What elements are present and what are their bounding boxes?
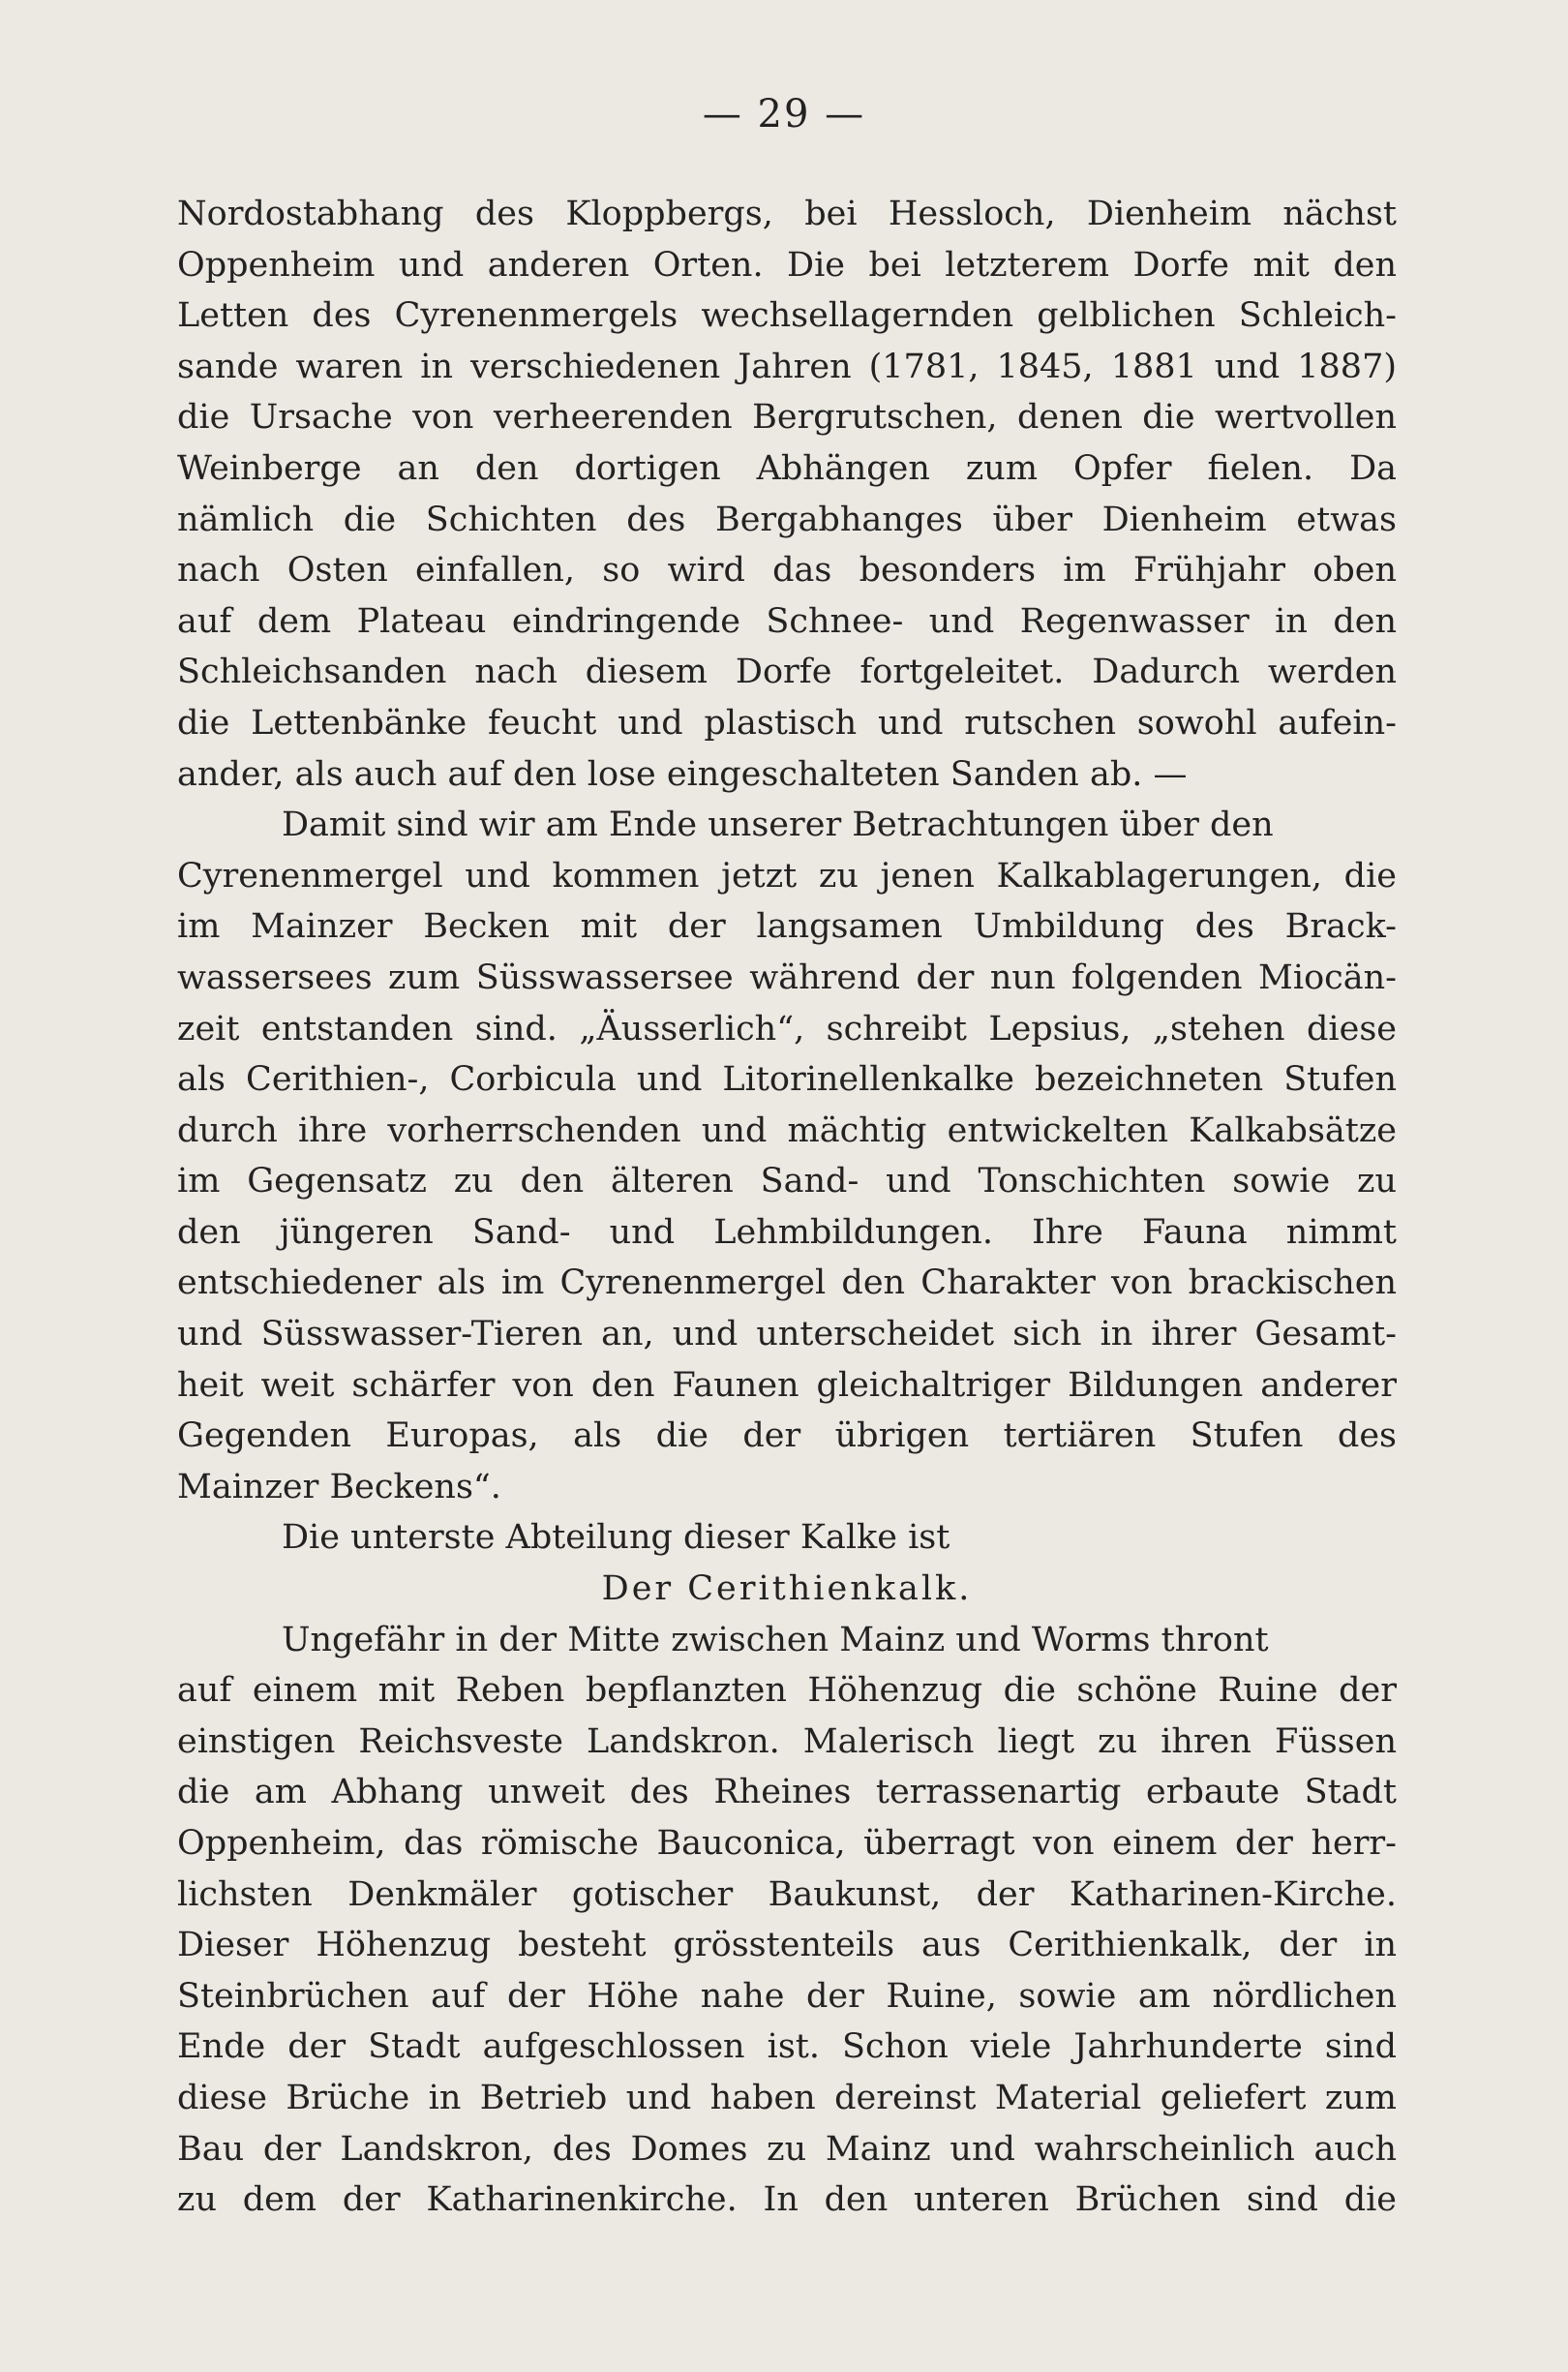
- text-line: Damit sind wir am Ende unserer Betrachtungen über den: [282, 806, 1274, 845]
- text-line: Schleichsanden nach diesem Dorfe fortgeleitet. Dadurch werden: [177, 653, 1397, 692]
- text-line: und Süsswasser-Tieren an, und unterscheidet sich in ihrer Gesamt-: [177, 1315, 1397, 1354]
- text-line: durch ihre vorherrschenden und mächtig entwickelten Kalkabsätze: [177, 1110, 1397, 1150]
- text-line: Die unterste Abteilung dieser Kalke ist: [282, 1518, 950, 1558]
- text-line: lichsten Denkmäler gotischer Baukunst, der Katharinen-Kirche.: [177, 1874, 1397, 1914]
- text-line: die Ursache von verheerenden Bergrutschen, denen die wertvollen: [177, 398, 1397, 438]
- text-line: nach Osten einfallen, so wird das besonders im Frühjahr oben: [177, 551, 1397, 591]
- text-line: Dieser Höhenzug besteht grösstenteils aus Cerithienkalk, der in: [177, 1926, 1397, 1965]
- text-line: als Cerithien-, Corbicula und Litorinellenkalke bezeichneten Stufen: [177, 1060, 1397, 1100]
- text-line: einstigen Reichsveste Landskron. Malerisch liegt zu ihren Füssen: [177, 1721, 1397, 1761]
- text-line: zeit entstanden sind. „Äusserlich“, schreibt Lepsius, „stehen diese: [177, 1009, 1397, 1049]
- text-line: Cyrenenmergel und kommen jetzt zu jenen Kalkablagerungen, die: [177, 856, 1397, 896]
- text-line: Ende der Stadt aufgeschlossen ist. Schon viele Jahrhunderte sind: [177, 2027, 1397, 2067]
- page-number: — 29 —: [702, 92, 866, 137]
- text-line: Weinberge an den dortigen Abhängen zum Opfer fielen. Da: [177, 448, 1397, 488]
- text-line: auf einem mit Reben bepflanzten Höhenzug die schöne Ruine der: [177, 1671, 1397, 1711]
- text-line: Ungefähr in der Mitte zwischen Mainz und Worms thront: [282, 1620, 1269, 1659]
- text-line: Gegenden Europas, als die der übrigen tertiären Stufen des: [177, 1416, 1397, 1456]
- text-line: den jüngeren Sand- und Lehmbildungen. Ihre Fauna nimmt: [177, 1212, 1397, 1252]
- body-text: [177, 189, 1397, 2226]
- text-line: entschiedener als im Cyrenenmergel den Charakter von brackischen: [177, 1263, 1397, 1303]
- text-line: Steinbrüchen auf der Höhe nahe der Ruine, sowie am nördlichen: [177, 1976, 1397, 2016]
- text-line: heit weit schärfer von den Faunen gleichaltriger Bildungen anderer: [177, 1365, 1397, 1405]
- text-line: zu dem der Katharinenkirche. In den unteren Brüchen sind die: [177, 2180, 1397, 2220]
- text-line: Letten des Cyrenenmergels wechsellagernden gelblichen Schleich-: [177, 296, 1397, 336]
- text-line: Bau der Landskron, des Domes zu Mainz und wahrscheinlich auch: [177, 2129, 1397, 2169]
- text-line: Mainzer Beckens“.: [177, 1467, 501, 1506]
- text-line: die Lettenbänke feucht und plastisch und rutschen sowohl aufein-: [177, 703, 1397, 743]
- text-line: Nordostabhang des Kloppbergs, bei Hessloch, Dienheim nächst: [177, 195, 1397, 233]
- text-line: Oppenheim, das römische Bauconica, überragt von einem der herr-: [177, 1824, 1397, 1863]
- text-line: diese Brüche in Betrieb und haben dereinst Material geliefert zum: [177, 2078, 1397, 2117]
- text-line: nämlich die Schichten des Bergabhanges über Dienheim etwas: [177, 500, 1397, 539]
- text-line: die am Abhang unweit des Rheines terrassenartig erbaute Stadt: [177, 1773, 1397, 1812]
- text-line: im Gegensatz zu den älteren Sand- und Tonschichten sowie zu: [177, 1162, 1397, 1201]
- text-line: ander, als auch auf den lose eingeschalteten Sanden ab. —: [177, 754, 1188, 794]
- section-heading: Der Cerithienkalk.: [601, 1569, 973, 1609]
- text-line: wassersees zum Süsswassersee während der nun folgenden Miocän-: [177, 958, 1397, 997]
- text-line: sande waren in verschiedenen Jahren (1781, 1845, 1881 und 1887): [177, 347, 1397, 386]
- text-line: im Mainzer Becken mit der langsamen Umbildung des Brack-: [177, 907, 1397, 947]
- text-line: auf dem Plateau eindringende Schnee- und Regenwasser in den: [177, 601, 1397, 641]
- text-line: Oppenheim und anderen Orten. Die bei letzterem Dorfe mit den: [177, 245, 1397, 285]
